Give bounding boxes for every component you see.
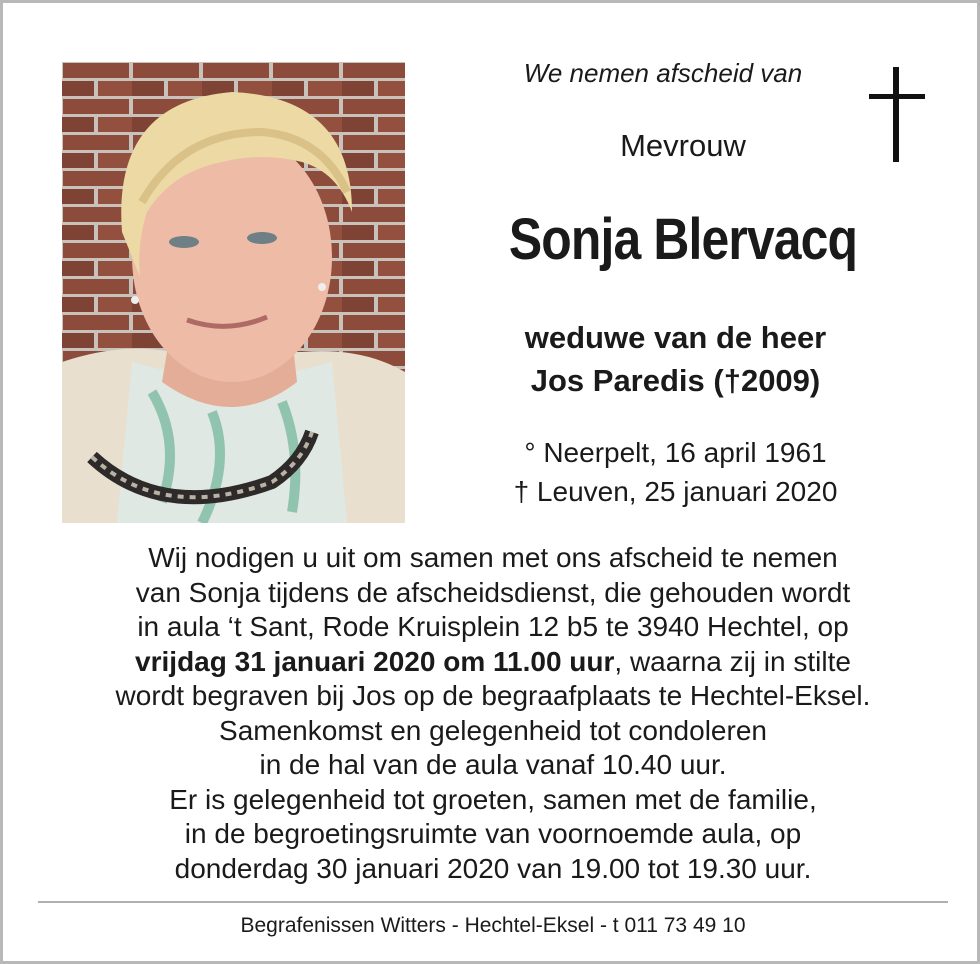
service-datetime: vrijdag 31 januari 2020 om 11.00 uur	[135, 645, 615, 677]
body-line: donderdag 30 januari 2020 van 19.00 tot 19.30 uur.	[174, 852, 812, 884]
spouse-line: weduwe van de heer	[524, 320, 827, 355]
spouse-info	[443, 316, 908, 402]
body-line: wordt begraven bij Jos op de begraafplaats te Hechtel-Eksel.	[115, 680, 871, 711]
body-line: in de begroetingsruimte van voornoemde aula, op	[184, 818, 802, 849]
death-date: † Leuven, 25 januari 2020	[513, 476, 838, 507]
spouse-name: Jos Paredis (†2009)	[530, 363, 821, 398]
intro-text: We nemen afscheid van	[523, 58, 803, 88]
birth-date: ° Neerpelt, 16 april 1961	[524, 437, 827, 468]
body-line: in aula ‘t Sant, Rode Kruisplein 12 b5 te 3940 Hechtel, op	[137, 611, 849, 642]
body-line: Er is gelegenheid tot groeten, samen met de familie,	[169, 783, 817, 815]
body-line	[23, 645, 963, 680]
funeral-home-footer: Begrafenissen Witters - Hechtel-Eksel - t 011 73 49 10	[240, 914, 746, 937]
life-dates	[443, 433, 908, 511]
deceased-name: Sonja Blervacq	[508, 207, 858, 272]
honorific: Mevrouw	[620, 128, 746, 163]
body-line: Wij nodigen u uit om samen met ons afscheid te nemen	[148, 542, 838, 573]
divider	[38, 901, 948, 903]
portrait-photo	[62, 62, 405, 523]
body-line: Samenkomst en gelegenheid tot condoleren	[219, 714, 767, 746]
service-details	[23, 541, 963, 886]
body-line: in de hal van de aula vanaf 10.40 uur.	[259, 749, 727, 780]
body-line: van Sonja tijdens de afscheidsdienst, die gehouden wordt	[135, 576, 851, 608]
body-line-rest: , waarna zij in stilte	[614, 645, 851, 677]
